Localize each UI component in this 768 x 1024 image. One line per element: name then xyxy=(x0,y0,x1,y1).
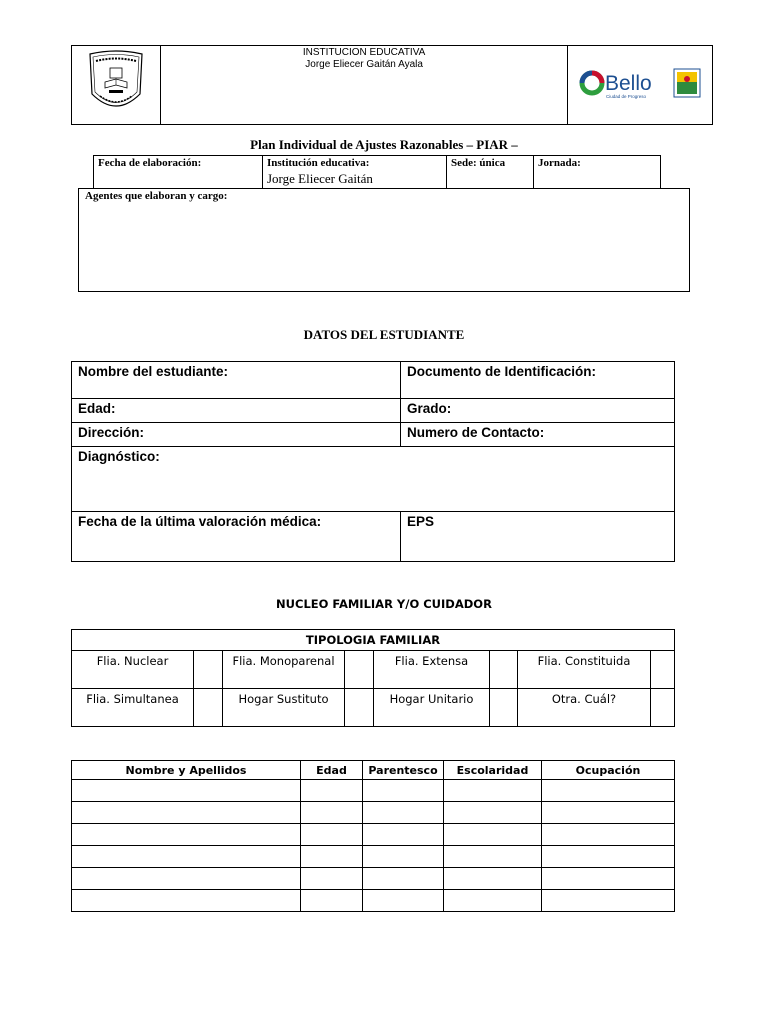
school-crest-icon xyxy=(72,46,160,119)
cell-ocupacion[interactable] xyxy=(542,780,675,802)
cell-parentesco[interactable] xyxy=(363,824,444,846)
piar-meta-table xyxy=(93,155,661,189)
tipologia-table xyxy=(71,629,675,727)
cell-edad[interactable] xyxy=(301,868,363,890)
table-row xyxy=(72,780,675,802)
cell-edad[interactable] xyxy=(301,824,363,846)
eps-cell[interactable] xyxy=(401,512,675,562)
header-table xyxy=(71,45,713,125)
nombre-label: Nombre del estudiante: xyxy=(78,364,229,379)
institucion-cell[interactable] xyxy=(263,156,447,189)
eps-label: EPS xyxy=(407,514,435,529)
table-row xyxy=(72,890,675,912)
col-parentesco-header: Parentesco xyxy=(363,761,444,780)
cell-ocupacion[interactable] xyxy=(542,824,675,846)
cell-escolaridad[interactable] xyxy=(444,868,542,890)
contacto-cell[interactable] xyxy=(401,423,675,447)
bello-logo-cell xyxy=(568,46,713,125)
cell-edad[interactable] xyxy=(301,846,363,868)
documento-label: Documento de Identificación: xyxy=(407,364,597,379)
cell-parentesco[interactable] xyxy=(363,780,444,802)
cell-parentesco[interactable] xyxy=(363,846,444,868)
table-row xyxy=(72,824,675,846)
direccion-cell[interactable] xyxy=(72,423,401,447)
cell-escolaridad[interactable] xyxy=(444,780,542,802)
cell-escolaridad[interactable] xyxy=(444,802,542,824)
cell-nombre[interactable] xyxy=(72,846,301,868)
datos-estudiante-title: DATOS DEL ESTUDIANTE xyxy=(303,327,465,342)
cell-escolaridad[interactable] xyxy=(444,890,542,912)
piar-title: Plan Individual de Ajustes Razonables – PIAR – xyxy=(250,137,518,152)
diagnostico-cell[interactable] xyxy=(72,447,675,512)
cell-edad[interactable] xyxy=(301,802,363,824)
institution-line-2: Jorge Eliecer Gaitán Ayala xyxy=(305,59,423,70)
jornada-label: Jornada: xyxy=(538,157,581,169)
table-row xyxy=(72,846,675,868)
institucion-value: Jorge Eliecer Gaitán xyxy=(267,171,373,186)
flia-nuclear-label: Flia. Nuclear xyxy=(72,651,194,689)
flia-constituida-check[interactable] xyxy=(651,651,675,689)
grado-cell[interactable] xyxy=(401,399,675,423)
cell-ocupacion[interactable] xyxy=(542,868,675,890)
diagnostico-label: Diagnóstico: xyxy=(78,449,160,464)
cell-nombre[interactable] xyxy=(72,890,301,912)
flia-extensa-label: Flia. Extensa xyxy=(374,651,490,689)
agentes-label: Agentes que elaboran y cargo: xyxy=(85,190,228,202)
cell-nombre[interactable] xyxy=(72,868,301,890)
table-row xyxy=(72,802,675,824)
hogar-unitario-label: Hogar Unitario xyxy=(374,689,490,727)
cell-nombre[interactable] xyxy=(72,824,301,846)
fecha-valoracion-cell[interactable] xyxy=(72,512,401,562)
fecha-valoracion-label: Fecha de la última valoración médica: xyxy=(78,514,322,529)
flia-extensa-check[interactable] xyxy=(490,651,518,689)
sede-label: Sede: única xyxy=(451,157,506,169)
flia-monoparenal-label: Flia. Monoparenal xyxy=(223,651,345,689)
col-nombre-header: Nombre y Apellidos xyxy=(72,761,301,780)
institution-line-1: INSTITUCION EDUCATIVA xyxy=(302,47,426,58)
fecha-cell[interactable] xyxy=(94,156,263,189)
documento-cell[interactable] xyxy=(401,362,675,399)
flia-monoparenal-check[interactable] xyxy=(345,651,374,689)
cell-edad[interactable] xyxy=(301,890,363,912)
bello-logo-text: Bello xyxy=(604,71,652,95)
cell-parentesco[interactable] xyxy=(363,802,444,824)
table-row xyxy=(72,868,675,890)
cell-parentesco[interactable] xyxy=(363,868,444,890)
grado-label: Grado: xyxy=(407,401,452,416)
cell-nombre[interactable] xyxy=(72,802,301,824)
bello-logo-sub: Ciudad de Progreso xyxy=(605,93,646,99)
agentes-box[interactable] xyxy=(78,188,690,292)
cell-nombre[interactable] xyxy=(72,780,301,802)
flia-simultanea-check[interactable] xyxy=(194,689,223,727)
school-crest-cell xyxy=(72,46,161,125)
hogar-unitario-check[interactable] xyxy=(490,689,518,727)
cell-ocupacion[interactable] xyxy=(542,846,675,868)
cell-ocupacion[interactable] xyxy=(542,890,675,912)
flia-simultanea-label: Flia. Simultanea xyxy=(72,689,194,727)
student-data-table xyxy=(71,361,675,562)
family-members-table xyxy=(71,760,675,912)
cell-edad[interactable] xyxy=(301,780,363,802)
sede-cell[interactable] xyxy=(447,156,534,189)
edad-label: Edad: xyxy=(78,401,116,416)
col-escolaridad-header: Escolaridad xyxy=(444,761,542,780)
fecha-label: Fecha de elaboración: xyxy=(98,157,202,169)
institution-name-cell xyxy=(161,46,568,125)
nombre-cell[interactable] xyxy=(72,362,401,399)
nucleo-familiar-title: NUCLEO FAMILIAR Y/O CUIDADOR xyxy=(276,597,492,611)
flia-nuclear-check[interactable] xyxy=(194,651,223,689)
tipologia-header: TIPOLOGIA FAMILIAR xyxy=(72,630,675,651)
col-edad-header: Edad xyxy=(301,761,363,780)
institucion-label: Institución educativa: xyxy=(267,157,370,169)
otra-cual-label: Otra. Cuál? xyxy=(518,689,651,727)
cell-ocupacion[interactable] xyxy=(542,802,675,824)
bello-logo-icon xyxy=(578,63,703,103)
contacto-label: Numero de Contacto: xyxy=(407,425,545,440)
flia-constituida-label: Flia. Constituida xyxy=(518,651,651,689)
jornada-cell[interactable] xyxy=(534,156,661,189)
hogar-sustituto-check[interactable] xyxy=(345,689,374,727)
cell-parentesco[interactable] xyxy=(363,890,444,912)
direccion-label: Dirección: xyxy=(78,425,145,440)
cell-escolaridad[interactable] xyxy=(444,846,542,868)
hogar-sustituto-label: Hogar Sustituto xyxy=(223,689,345,727)
cell-escolaridad[interactable] xyxy=(444,824,542,846)
otra-cual-check[interactable] xyxy=(651,689,675,727)
col-ocupacion-header: Ocupación xyxy=(542,761,675,780)
edad-cell[interactable] xyxy=(72,399,401,423)
